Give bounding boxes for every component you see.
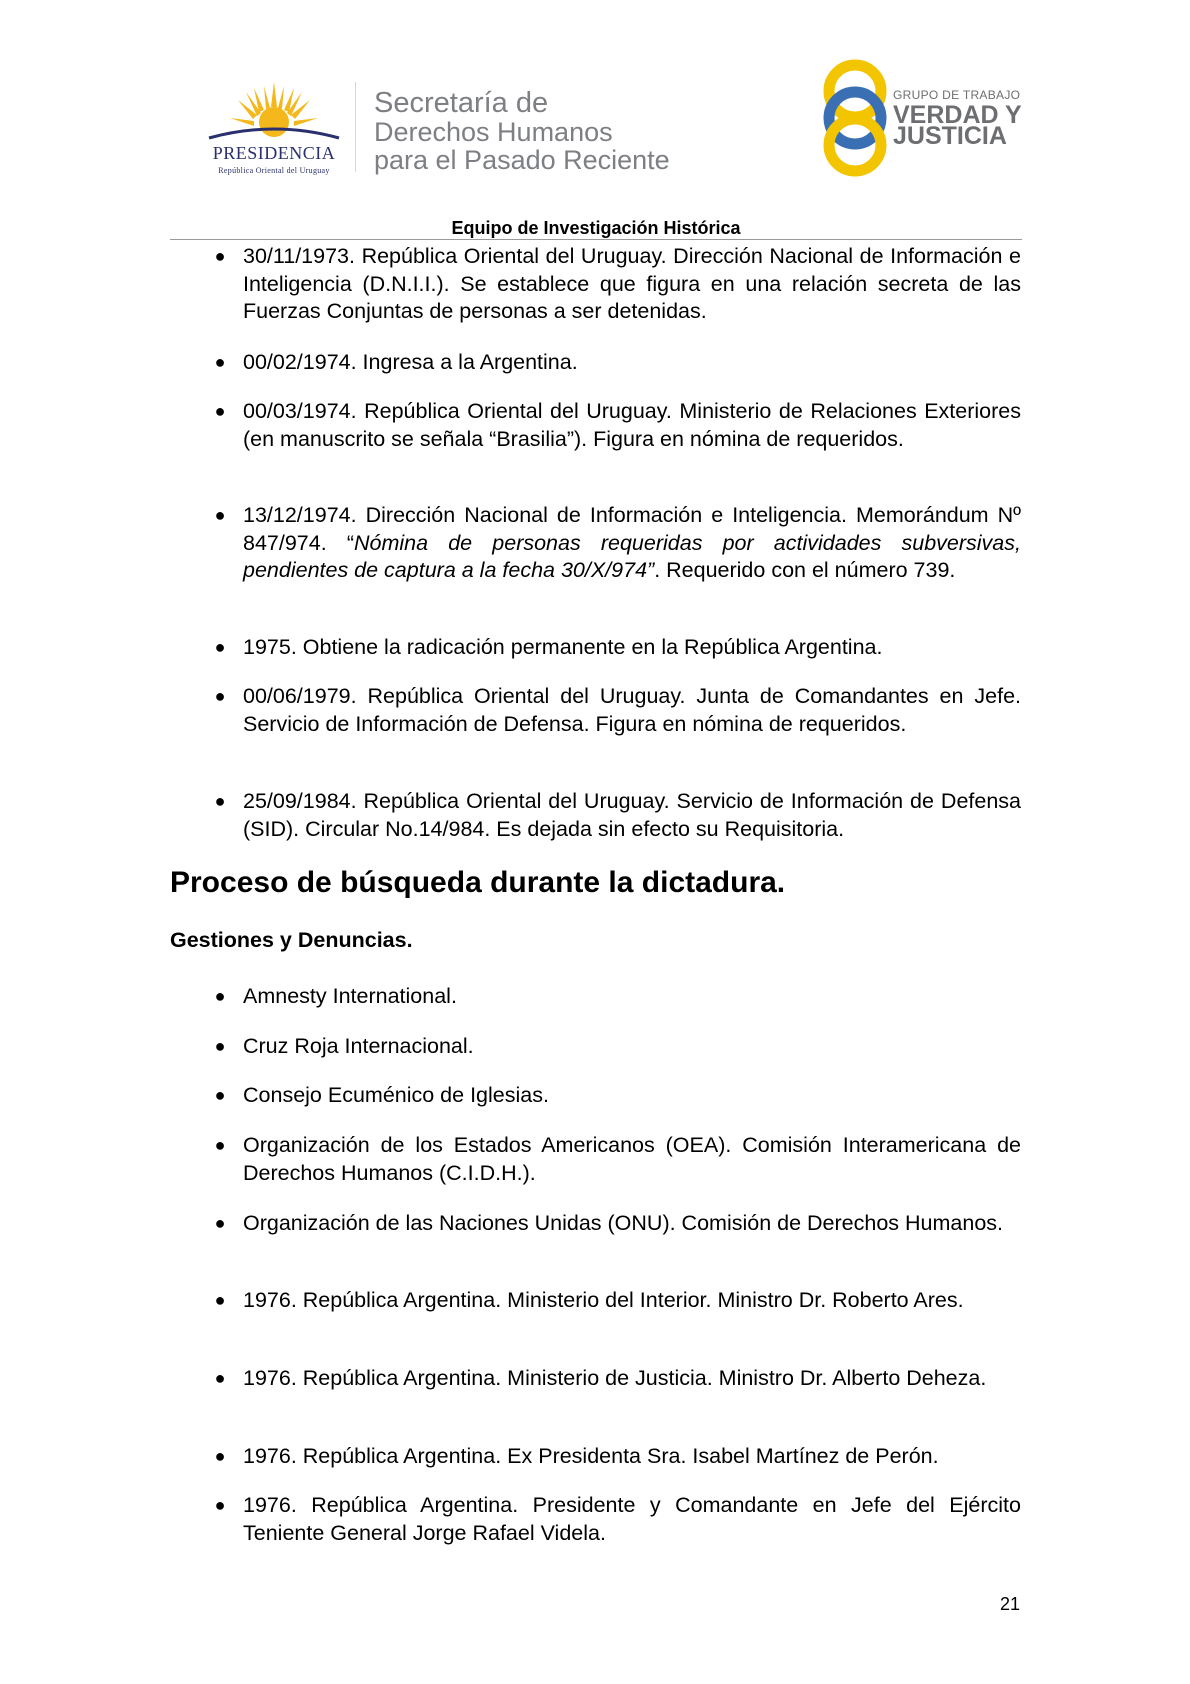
gvj-small-text: GRUPO DE TRABAJO (893, 88, 1021, 102)
secretaria-line-1: Secretaría de (374, 87, 549, 119)
list-item (214, 683, 1021, 738)
bullet-icon: ● (214, 352, 226, 372)
bullet-icon: ● (214, 1135, 226, 1155)
list-item-text: 1976. República Argentina. Ministerio de Justicia. Ministro Dr. Alberto Deheza. (243, 1366, 987, 1390)
list-item-text: Consejo Ecuménico de Iglesias. (243, 1083, 549, 1107)
list-item (214, 1287, 1021, 1315)
header-rule (170, 239, 1022, 240)
secretaria-wordmark (374, 88, 670, 174)
bullet-icon: ● (214, 686, 226, 706)
secretaria-line-2: Derechos Humanos (374, 117, 613, 147)
sun-emblem-icon (194, 80, 354, 142)
list-item (214, 502, 1021, 585)
list-item-text: 00/06/1979. República Oriental del Uruguay. Junta de Comandantes en Jefe. Servicio de Información de Defensa. Figura en nómina de requeridos. (243, 684, 1021, 736)
bullet-icon: ● (214, 1368, 226, 1388)
bullet-icon: ● (214, 986, 226, 1006)
presidencia-subtitle: República Oriental del Uruguay (218, 166, 330, 175)
list-item-text: 00/02/1974. Ingresa a la Argentina. (243, 350, 578, 374)
bullet-icon: ● (214, 1446, 226, 1466)
list-item (214, 1492, 1021, 1547)
list-item (214, 983, 1021, 1011)
list-item-text: Organización de los Estados Americanos (OEA). Comisión Interamericana de Derechos Humanos (C.I.D.H.). (243, 1133, 1021, 1185)
bullet-icon: ● (214, 505, 226, 525)
gvj-line-1: VERDAD Y (893, 101, 1022, 129)
bullet-icon: ● (214, 637, 226, 657)
list-item (214, 634, 1021, 662)
list-item (214, 788, 1021, 843)
list-item-italic-text: Nómina de personas requeridas por actividades subversivas, pendientes de captura a la fecha 30/X/974” (243, 530, 1021, 582)
list-item-text: 1975. Obtiene la radicación permanente en la República Argentina. (243, 635, 883, 659)
list-item (214, 1033, 1021, 1061)
list-item-text: Organización de las Naciones Unidas (ONU). Comisión de Derechos Humanos. (243, 1211, 1003, 1235)
list-item-text: Cruz Roja Internacional. (243, 1034, 474, 1058)
list-item-text: . Requerido con el número 739. (654, 558, 956, 582)
list-item-text: 25/09/1984. República Oriental del Uruguay. Servicio de Información de Defensa (SID). Circular No.14/984. Es dejada sin efecto su Requisitoria. (243, 789, 1021, 841)
bullet-icon: ● (214, 246, 226, 266)
list-item-text: 30/11/1973. República Oriental del Uruguay. Dirección Nacional de Información e Inteligencia (D.N.I.I.). Se establece que figura en una relación secreta de las Fuerzas Conjuntas de personas a ser detenidas. (243, 244, 1021, 323)
running-head: Equipo de Investigación Histórica (451, 218, 741, 238)
list-item (214, 398, 1021, 453)
list-item-text: 13/12/1974. Dirección Nacional de Información e Inteligencia. Memorándum Nº 847/974. “ (243, 503, 1021, 555)
list-item-text: Amnesty International. (243, 984, 457, 1008)
list-item-text: 1976. República Argentina. Ministerio del Interior. Ministro Dr. Roberto Ares. (243, 1288, 964, 1312)
list-item (214, 1210, 1021, 1238)
bullet-icon: ● (214, 791, 226, 811)
bullet-icon: ● (214, 1290, 226, 1310)
bullet-icon: ● (214, 1085, 226, 1105)
secretaria-line-3: para el Pasado Reciente (374, 145, 670, 175)
list-item (214, 349, 1021, 377)
list-item (214, 1365, 1021, 1393)
presidencia-logo (194, 80, 354, 180)
list-item-text: 1976. República Argentina. Presidente y Comandante en Jefe del Ejército Teniente General Jorge Rafael Videla. (243, 1493, 1021, 1545)
logo-divider (355, 82, 356, 172)
bullet-icon: ● (214, 1036, 226, 1056)
subsection-title: Gestiones y Denuncias. (170, 928, 413, 952)
list-item-text: 1976. República Argentina. Ex Presidenta Sra. Isabel Martínez de Perón. (243, 1444, 939, 1468)
list-item-text: 00/03/1974. República Oriental del Uruguay. Ministerio de Relaciones Exteriores (en manuscrito se señala “Brasilia”). Figura en nómina de requeridos. (243, 399, 1021, 451)
section-title: Proceso de búsqueda durante la dictadura. (170, 866, 786, 899)
interlocked-rings-icon (820, 58, 890, 178)
page-number: 21 (1000, 1594, 1021, 1614)
bullet-icon: ● (214, 401, 226, 421)
list-item (214, 1132, 1021, 1187)
presidencia-wordmark: PRESIDENCIA (212, 143, 336, 163)
list-item (214, 243, 1021, 326)
bullet-icon: ● (214, 1213, 226, 1233)
list-item (214, 1082, 1021, 1110)
list-item (214, 1443, 1021, 1471)
bullet-icon: ● (214, 1495, 226, 1515)
gvj-line-2: JUSTICIA (893, 122, 1007, 150)
